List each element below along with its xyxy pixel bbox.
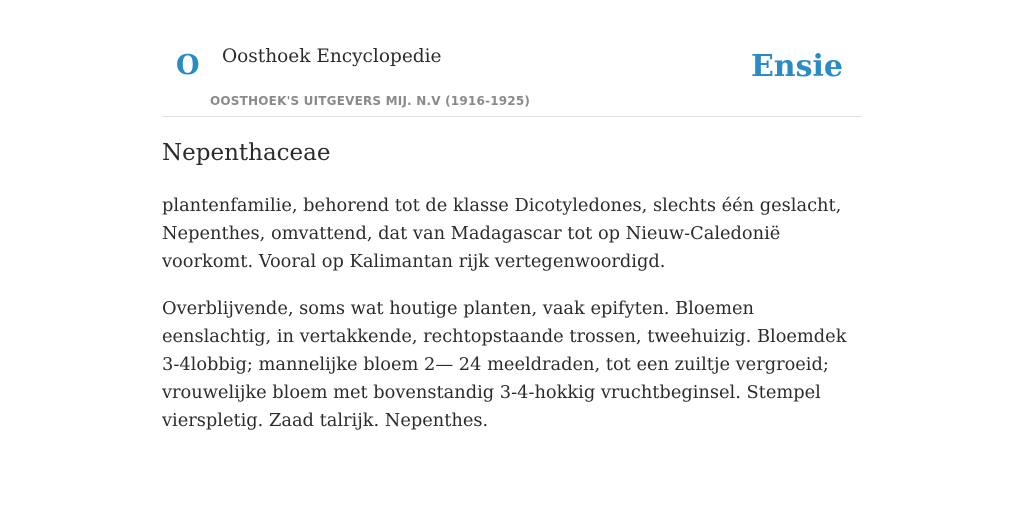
- header: [162, 0, 862, 117]
- entry-paragraph: plantenfamilie, behorend tot de klasse Dicotyledones, slechts één geslacht, Nepenthes, omvattend, dat van Madagascar tot op Nieuw-Caledonië voorkomt. Vooral op Kalimantan rijk vertegenwoordigd.: [162, 195, 842, 272]
- ensie-logo-link[interactable]: Ensie: [750, 49, 843, 84]
- source-title[interactable]: Oosthoek Encyclopedie: [222, 46, 442, 67]
- publisher-label: OOSTHOEK'S UITGEVERS MIJ. N.V (1916-1925): [210, 94, 531, 108]
- entry-paragraph: Overblijvende, soms wat houtige planten, vaak epifyten. Bloemen eenslachtig, in vertakkende, rechtopstaande trossen, tweehuizig. Bloemdek 3-4lobbig; mannelijke bloem 2— 24 meeldraden, tot een zuiltje vergroeid; vrouwelijke bloem met bovenstandig 3-4-hokkig vruchtbeginsel. Stempel vierspletig. Zaad talrijk. Nepenthes.: [162, 298, 847, 431]
- source-logo[interactable]: O: [176, 50, 200, 81]
- page: [162, 0, 862, 431]
- entry-title: Nepenthaceae: [162, 140, 331, 166]
